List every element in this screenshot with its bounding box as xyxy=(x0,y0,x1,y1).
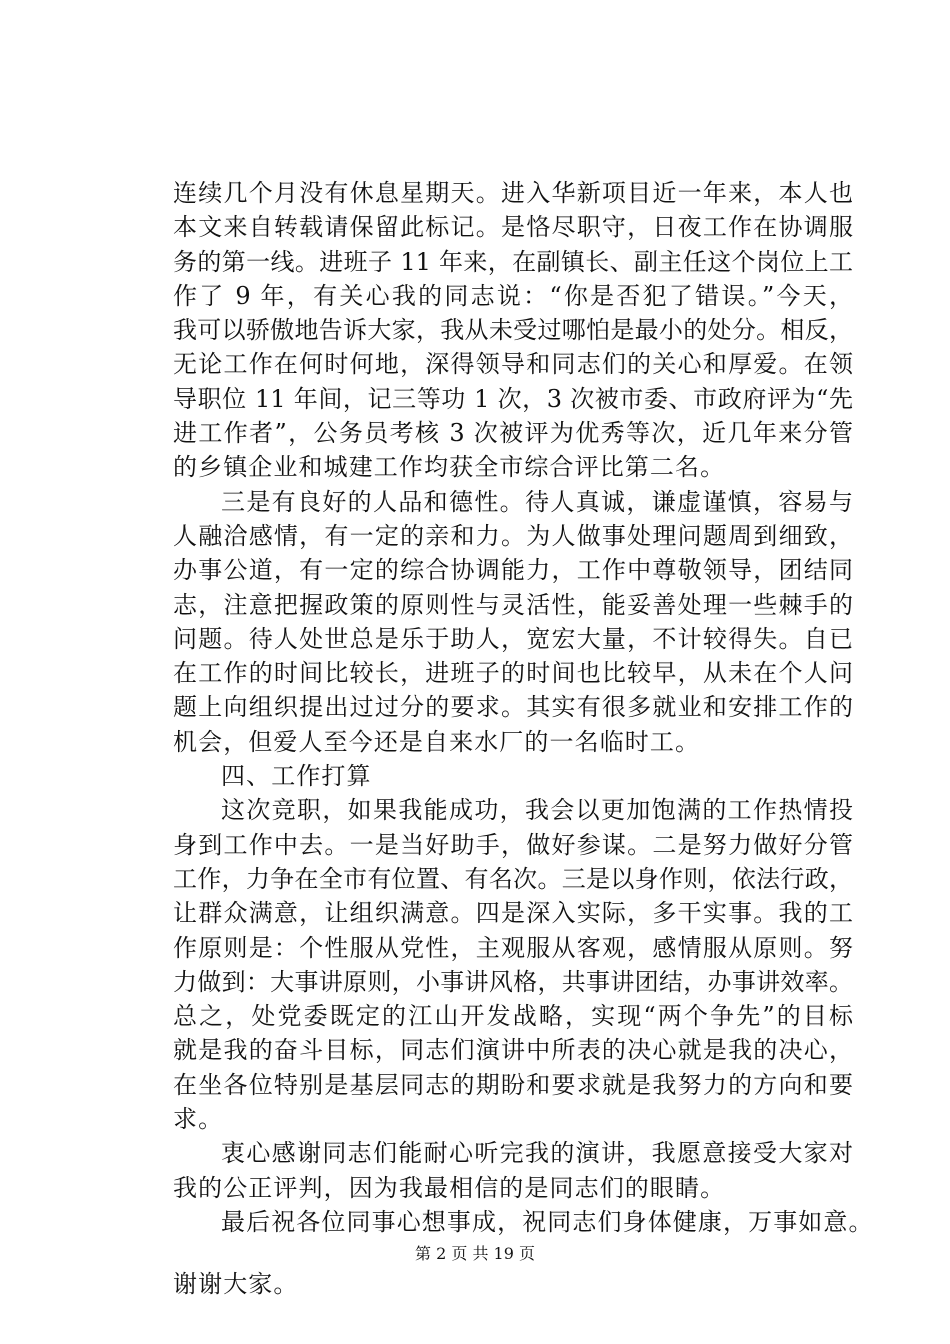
body-line: 我可以骄傲地告诉大家，我从未受过哪怕是最小的处分。相反， xyxy=(173,316,853,345)
paragraph-first-line: 最后祝各位同事心想事成，祝同志们身体健康，万事如意。 xyxy=(221,1207,874,1236)
body-line: 在坐各位特别是基层同志的期盼和要求就是我努力的方向和要 xyxy=(173,1070,853,1099)
body-line: 务的第一线。进班子 11 年来，在副镇长、副主任这个岗位上工 xyxy=(173,247,853,276)
body-line: 总之，处党委既定的江山开发战略，实现“两个争先”的目标 xyxy=(173,1002,853,1031)
body-line: 让群众满意，让组织满意。四是深入实际，多干实事。我的工 xyxy=(173,899,853,928)
closing-line: 谢谢大家。 xyxy=(173,1270,299,1299)
body-line: 作原则是：个性服从党性，主观服从客观，感情服从原则。努 xyxy=(173,933,853,962)
body-line: 作了 9 年，有关心我的同志说：“你是否犯了错误。”今天， xyxy=(173,281,853,310)
body-line: 人融洽感情，有一定的亲和力。为人做事处理问题周到细致， xyxy=(173,521,853,550)
body-line: 连续几个月没有休息星期天。进入华新项目近一年来，本人也 xyxy=(173,179,853,207)
body-line: 求。 xyxy=(173,1105,224,1134)
body-line: 本文来自转载请保留此标记。是恪尽职守，日夜工作在协调服 xyxy=(173,213,853,242)
page-number-footer: 第 2 页 共 19 页 xyxy=(415,1244,535,1263)
body-line: 进工作者”，公务员考核 3 次被评为优秀等次，近几年来分管 xyxy=(173,419,853,448)
body-line: 机会，但爱人至今还是自来水厂的一名临时工。 xyxy=(173,727,701,756)
body-line: 问题。待人处世总是乐于助人，宽宏大量，不计较得失。自已 xyxy=(173,624,853,653)
body-line: 导职位 11 年间，记三等功 1 次，3 次被市委、市政府评为“先 xyxy=(173,384,853,413)
body-line: 志，注意把握政策的原则性与灵活性，能妥善处理一些棘手的 xyxy=(173,590,853,619)
section-heading: 四、工作打算 xyxy=(221,762,372,791)
paragraph-first-line: 这次竞职，如果我能成功，我会以更加饱满的工作热情投 xyxy=(221,796,853,825)
body-line: 的乡镇企业和城建工作均获全市综合评比第二名。 xyxy=(173,453,726,482)
body-line: 身到工作中去。一是当好助手，做好参谋。二是努力做好分管 xyxy=(173,830,853,859)
body-line: 就是我的奋斗目标，同志们演讲中所表的决心就是我的决心， xyxy=(173,1036,853,1065)
body-line: 力做到：大事讲原则，小事讲风格，共事讲团结，办事讲效率。 xyxy=(173,967,853,996)
body-line: 办事公道，有一定的综合协调能力，工作中尊敬领导，团结同 xyxy=(173,556,853,585)
body-line: 在工作的时间比较长，进班子的时间也比较早，从未在个人问 xyxy=(173,659,853,688)
paragraph-first-line: 三是有良好的人品和德性。待人真诚，谦虚谨慎，容易与 xyxy=(221,487,853,516)
body-line: 工作，力争在全市有位置、有名次。三是以身作则，依法行政， xyxy=(173,864,853,893)
body-line: 无论工作在何时何地，深得领导和同志们的关心和厚爱。在领 xyxy=(173,350,853,379)
body-line: 题上向组织提出过过分的要求。其实有很多就业和安排工作的 xyxy=(173,693,853,722)
paragraph-first-line: 衷心感谢同志们能耐心听完我的演讲，我愿意接受大家对 xyxy=(221,1139,853,1168)
document-body xyxy=(173,176,874,1302)
body-line: 我的公正评判，因为我最相信的是同志们的眼睛。 xyxy=(173,1173,726,1202)
